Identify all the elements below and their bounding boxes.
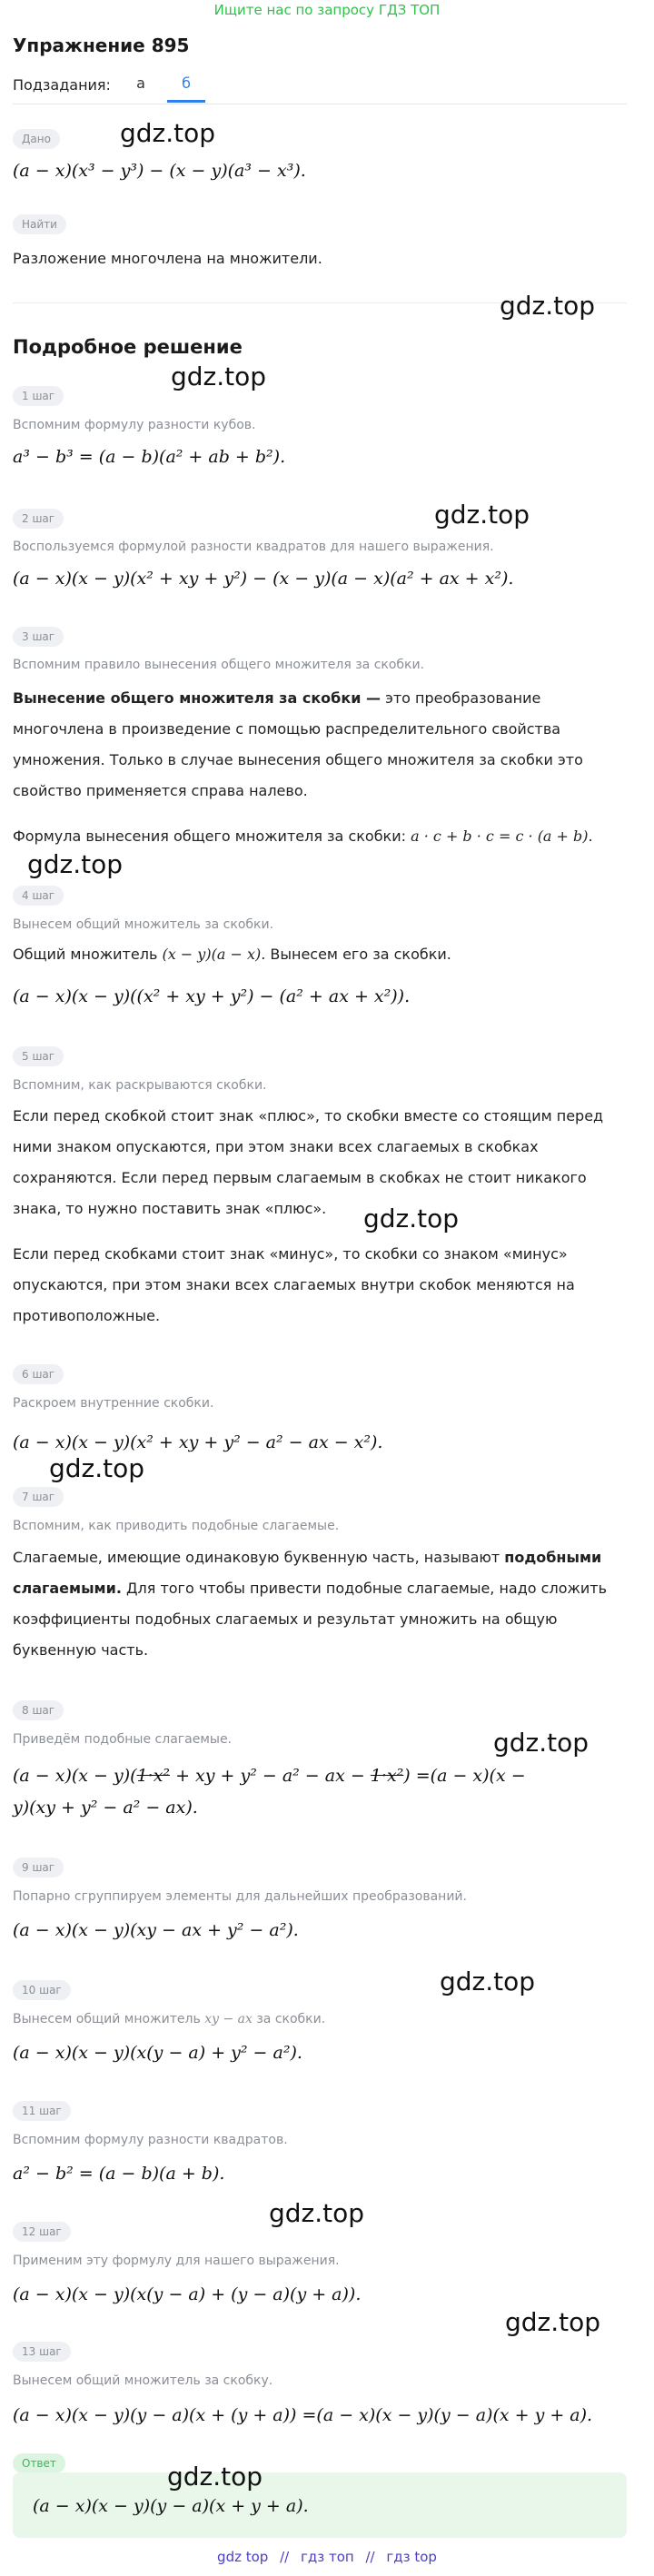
step-12-pill: 12 шаг <box>13 2222 71 2242</box>
step-3-term: Вынесение общего множителя за скобки — <box>13 689 381 707</box>
footer-link-2[interactable]: гдз топ <box>300 2549 354 2565</box>
step-8-expression-line-2: y)(xy + y² − a² − ax). <box>13 1798 198 1818</box>
step-4-text-b: . Вынесем его за скобки. <box>261 946 451 963</box>
step-12-hint: Применим эту формулу для нашего выражения. <box>13 2254 340 2268</box>
step-12-expression: (a − x)(x − y)(x(y − a) + (y − a)(y + a)). <box>13 2284 362 2304</box>
step-13-expression: (a − x)(x − y)(y − a)(x + (y + a)) =(a − x)(x − y)(y − a)(x + y + a). <box>13 2405 593 2425</box>
watermark: gdz.top <box>120 118 216 148</box>
answer-pill: Ответ <box>13 2453 65 2473</box>
watermark: gdz.top <box>27 849 124 879</box>
step-8-cancelled-term-2: 1·x² <box>370 1766 404 1786</box>
step-8-pill: 8 шаг <box>13 1700 64 1720</box>
step-8-expr-b: + xy + y² − a² − ax − <box>170 1766 371 1786</box>
footer-link-1[interactable]: gdz top <box>217 2549 269 2565</box>
watermark: gdz.top <box>269 2198 365 2228</box>
step-6-pill: 6 шаг <box>13 1364 64 1384</box>
subtasks-label: Подзадания: <box>13 76 111 94</box>
step-2-pill: 2 шаг <box>13 509 64 529</box>
step-10-hint-a: Вынесем общий множитель <box>13 2012 205 2026</box>
step-10-hint-b: за скобки. <box>252 2012 326 2026</box>
step-4-expression: (a − x)(x − y)((x² + xy + y²) − (a² + ax + x²)). <box>13 986 411 1006</box>
step-4-text-a: Общий множитель <box>13 946 163 963</box>
step-5-hint: Вспомним, как раскрываются скобки. <box>13 1078 267 1093</box>
step-4-text-expression: (x − y)(a − x) <box>162 946 262 963</box>
subtask-tab-b[interactable]: б <box>167 74 205 103</box>
step-8-hint: Приведём подобные слагаемые. <box>13 1732 233 1747</box>
footer <box>0 2549 654 2565</box>
step-8-expr-c: ) =(a − x)(x − <box>403 1766 526 1786</box>
step-5-pill: 5 шаг <box>13 1046 64 1066</box>
step-3-pill: 3 шаг <box>13 627 64 647</box>
step-3-definition-text: это преобразование многочлена в произведение с помощью распределительного свойства умножения. Только в случае вынесения общего множителя за скобки это свойство применяется справа налево. <box>13 689 583 799</box>
step-5-paragraph-1: Если перед скобкой стоит знак «плюс», то скобки вместе со стоящим перед ними знаком опускаются, при этом знаки всех слагаемых в скобках сохраняются. Если перед первым слагаемым в скобках не стоит никакого знака, то нужно поставить знак «плюс». <box>13 1107 604 1217</box>
step-9-hint: Попарно сгруппируем элементы для дальнейших преобразований. <box>13 1889 467 1904</box>
solution-heading: Подробное решение <box>13 336 243 358</box>
step-8-expression <box>13 1764 526 1788</box>
step-10-pill: 10 шаг <box>13 1980 71 2000</box>
footer-link-3[interactable]: гдз top <box>386 2549 437 2565</box>
subtask-tab-a[interactable]: а <box>136 74 145 92</box>
watermark: gdz.top <box>434 500 530 530</box>
step-2-hint: Воспользуемся формулой разности квадратов для нашего выражения. <box>13 540 494 554</box>
step-5-paragraph-2: Если перед скобками стоит знак «минус», то скобки со знаком «минус» опускаются, при этом знаки всех слагаемых внутри скобок меняются на противоположные. <box>13 1245 575 1324</box>
step-11-expression: a² − b² = (a − b)(a + b). <box>13 2164 225 2184</box>
step-7-text-b: Для того чтобы привести подобные слагаемые, надо сложить коэффициенты подобных слагаемых и результат умножить на общую буквенную часть. <box>13 1580 608 1659</box>
step-13-hint: Вынесем общий множитель за скобку. <box>13 2373 273 2388</box>
step-9-expression: (a − x)(x − y)(xy − ax + y² − a²). <box>13 1920 299 1940</box>
step-7-term: подобными слагаемыми. <box>13 1549 602 1597</box>
footer-separator: // <box>365 2549 375 2565</box>
step-4-text <box>13 939 627 970</box>
find-pill: Найти <box>13 214 66 234</box>
step-3-formula-expression: a · c + b · c = c · (a + b). <box>411 827 593 845</box>
given-pill: Дано <box>13 129 60 149</box>
footer-separator: // <box>280 2549 290 2565</box>
step-2-expression: (a − x)(x − y)(x² + xy + y²) − (x − y)(a − x)(a² + ax + x²). <box>13 569 514 589</box>
watermark: gdz.top <box>493 1728 590 1758</box>
watermark: gdz.top <box>49 1453 145 1483</box>
step-7-paragraph <box>13 1542 627 1666</box>
step-4-hint: Вынесем общий множитель за скобки. <box>13 917 274 932</box>
step-3-hint: Вспомним правило вынесения общего множителя за скобки. <box>13 658 425 672</box>
step-11-pill: 11 шаг <box>13 2101 71 2121</box>
step-10-hint-expression: xy − ax <box>204 2012 253 2026</box>
step-7-hint: Вспомним, как приводить подобные слагаемые. <box>13 1519 340 1533</box>
step-11-hint: Вспомним формулу разности квадратов. <box>13 2133 288 2147</box>
step-6-hint: Раскроем внутренние скобки. <box>13 1396 214 1411</box>
watermark: gdz.top <box>363 1204 460 1234</box>
page-title: Упражнение 895 <box>13 35 190 56</box>
search-banner: Ищите нас по запросу ГДЗ ТОП <box>213 2 441 18</box>
step-3-formula <box>13 821 627 852</box>
watermark: gdz.top <box>505 2307 601 2337</box>
watermark: gdz.top <box>171 362 267 391</box>
watermark: gdz.top <box>167 2462 263 2492</box>
step-1-pill: 1 шаг <box>13 386 64 406</box>
step-3-formula-text: Формула вынесения общего множителя за скобки: <box>13 827 411 845</box>
step-7-text-a: Слагаемые, имеющие одинаковую буквенную часть, называют <box>13 1549 505 1566</box>
find-text: Разложение многочлена на множители. <box>13 250 322 267</box>
step-10-hint <box>13 2010 627 2028</box>
step-8-cancelled-term-1: 1·x² <box>136 1766 171 1786</box>
step-9-pill: 9 шаг <box>13 1858 64 1878</box>
step-8-expr-a: (a − x)(x − y)( <box>13 1766 137 1786</box>
step-7-pill: 7 шаг <box>13 1487 64 1507</box>
step-10-expression: (a − x)(x − y)(x(y − a) + y² − a²). <box>13 2043 302 2063</box>
step-4-pill: 4 шаг <box>13 886 64 906</box>
step-1-hint: Вспомним формулу разности кубов. <box>13 418 256 432</box>
step-6-expression: (a − x)(x − y)(x² + xy + y² − a² − ax − x²). <box>13 1432 383 1452</box>
step-1-expression: a³ − b³ = (a − b)(a² + ab + b²). <box>13 447 286 467</box>
answer-expression: (a − x)(x − y)(y − a)(x + y + a). <box>33 2496 309 2516</box>
step-3-definition <box>13 683 627 807</box>
step-13-pill: 13 шаг <box>13 2342 71 2362</box>
watermark: gdz.top <box>500 291 596 321</box>
watermark: gdz.top <box>440 1967 536 1996</box>
given-expression: (a − x)(x³ − y³) − (x − y)(a³ − x³). <box>13 161 306 181</box>
